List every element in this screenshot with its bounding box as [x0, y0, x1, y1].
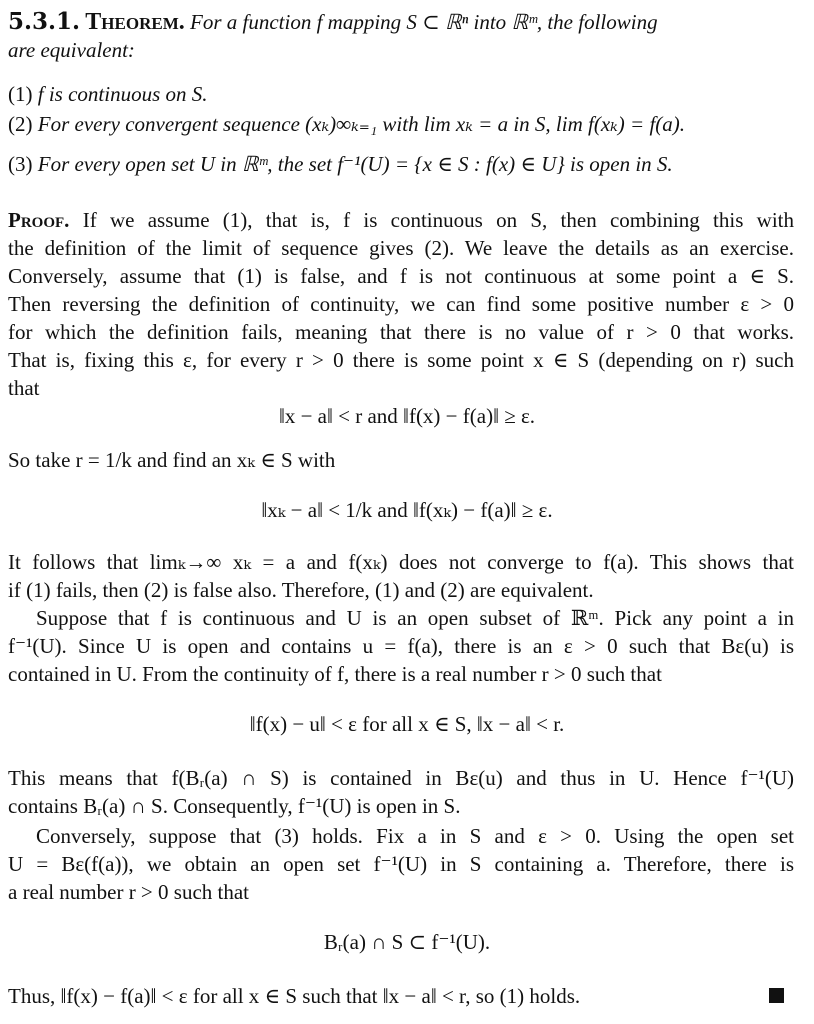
- theorem-item-3: [8, 150, 794, 178]
- display-equation-1: ‖x − a‖ < r and ‖f(x) − f(a)‖ ≥ ε.: [278, 404, 536, 428]
- para5-line-3: a real number r > 0 such that: [8, 880, 250, 904]
- item-marker: (1): [8, 82, 33, 106]
- proof-line-1: [8, 206, 794, 234]
- para2-line-1: It follows that limₖ→∞ xₖ = a and f(xₖ) does not converge to f(a). This shows that: [8, 550, 794, 574]
- para2-line-2: if (1) fails, then (2) is false also. Therefore, (1) and (2) are equivalent.: [8, 578, 594, 602]
- display-equation-3: ‖f(x) − u‖ < ε for all x ∈ S, ‖x − a‖ < r.: [249, 712, 565, 736]
- qed-square-icon: [769, 988, 784, 1003]
- proof-line-text: If we assume (1), that is, f is continuous on S, then combining this with: [82, 208, 794, 232]
- item-text: For every convergent sequence (xₖ)∞ₖ₌₁ with lim xₖ = a in S, lim f(xₖ) = f(a).: [37, 112, 686, 136]
- proof-line-take-r: So take r = 1/k and find an xₖ ∈ S with: [8, 448, 336, 472]
- proof-line-7: that: [8, 376, 40, 400]
- proof-line-4: Then reversing the definition of continuity, we can find some positive number ε > 0: [8, 292, 794, 316]
- item-text: f is continuous on S.: [37, 82, 208, 106]
- theorem-label: Theorem.: [85, 9, 185, 35]
- theorem-number: 5.3.1.: [8, 8, 81, 35]
- item-marker: (3): [8, 152, 33, 176]
- proof-label: Proof.: [8, 208, 70, 232]
- para5-line-2: U = Bε(f(a)), we obtain an open set f⁻¹(U) in S containing a. Therefore, there is: [8, 852, 794, 876]
- para4-line-2: contains Bᵣ(a) ∩ S. Consequently, f⁻¹(U) is open in S.: [8, 794, 461, 818]
- proof-line-3: Conversely, assume that (1) is false, and f is not continuous at some point a ∈ S.: [8, 264, 794, 288]
- final-line: Thus, ‖f(x) − f(a)‖ < ε for all x ∈ S such that ‖x − a‖ < r, so (1) holds.: [8, 984, 581, 1008]
- item-text: For every open set U in ℝᵐ, the set f⁻¹(U) = {x ∈ S : f(x) ∈ U} is open in S.: [37, 152, 673, 176]
- theorem-statement-2: are equivalent:: [8, 38, 135, 62]
- theorem-item-1: [8, 80, 794, 108]
- para3-line-3: contained in U. From the continuity of f, there is a real number r > 0 such that: [8, 662, 662, 686]
- proof-line-2: the definition of the limit of sequence gives (2). We leave the details as an exercise.: [8, 236, 794, 260]
- theorem-item-2: [8, 110, 794, 138]
- display-equation-2: ‖xₖ − a‖ < 1/k and ‖f(xₖ) − f(a)‖ ≥ ε.: [261, 498, 553, 522]
- para3-line-2: f⁻¹(U). Since U is open and contains u = f(a), there is an ε > 0 such that Bε(u) is: [8, 634, 794, 658]
- para4-line-1: This means that f(Bᵣ(a) ∩ S) is contained in Bε(u) and thus in U. Hence f⁻¹(U): [8, 766, 794, 790]
- theorem-statement-1: For a function f mapping S ⊂ ℝⁿ into ℝᵐ, the following: [190, 10, 658, 34]
- theorem-heading: [8, 8, 794, 36]
- proof-line-6: That is, fixing this ε, for every r > 0 there is some point x ∈ S (depending on r) such: [8, 348, 794, 372]
- para3-line-1: Suppose that f is continuous and U is an open subset of ℝᵐ. Pick any point a in: [36, 606, 794, 630]
- para5-line-1: Conversely, suppose that (3) holds. Fix a in S and ε > 0. Using the open set: [36, 824, 794, 848]
- proof-line-5: for which the definition fails, meaning that there is no value of r > 0 that works.: [8, 320, 794, 344]
- display-equation-4: Bᵣ(a) ∩ S ⊂ f⁻¹(U).: [323, 930, 491, 954]
- item-marker: (2): [8, 112, 33, 136]
